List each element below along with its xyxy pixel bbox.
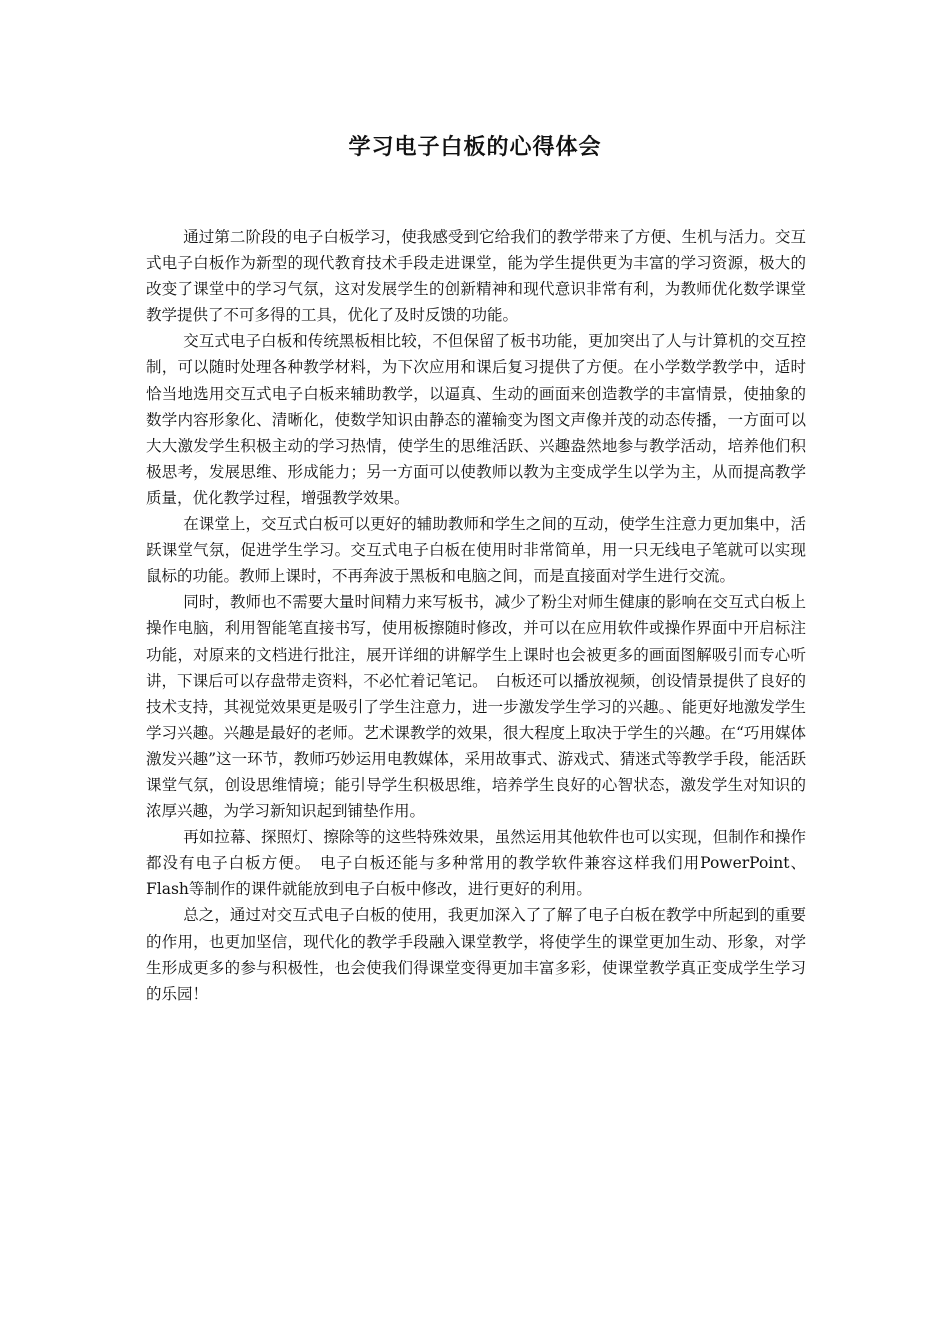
document-body [146,224,806,1007]
paragraph-6: 总之，通过对交互式电子白板的使用，我更加深入了了解了电子白板在教学中所起到的重要的作用，也更加坚信，现代化的教学手段融入课堂教学，将使学生的课堂更加生动、形象，对学生形成更多的参与积极性，也会使我们得课堂变得更加丰富多彩，使课堂教学真正变成学生学习的乐园！ [146,906,806,1003]
document-title: 学习电子白板的心得体会 [348,134,602,160]
paragraph-5: 再如拉幕、探照灯、擦除等的这些特殊效果，虽然运用其他软件也可以实现，但制作和操作都没有电子白板方便。 电子白板还能与多种常用的教学软件兼容这样我们用PowerPoint、Flash等制作的课件就能放到电子白板中修改，进行更好的利用。 [146,828,806,899]
paragraph-1: 通过第二阶段的电子白板学习，使我感受到它给我们的教学带来了方便、生机与活力。交互式电子白板作为新型的现代教育技术手段走进课堂，能为学生提供更为丰富的学习资源，极大的改变了课堂中的学习气氛，这对发展学生的创新精神和现代意识非常有利，为教师优化数学课堂教学提供了不可多得的工具，优化了及时反馈的功能。 [146,228,806,325]
paragraph-2: 交互式电子白板和传统黑板相比较，不但保留了板书功能，更加突出了人与计算机的交互控制，可以随时处理各种教学材料，为下次应用和课后复习提供了方便。在小学数学教学中，适时恰当地选用交互式电子白板来辅助教学，以逼真、生动的画面来创造教学的丰富情景，使抽象的数学内容形象化、清晰化，使数学知识由静态的灌输变为图文声像并茂的动态传播，一方面可以大大激发学生积极主动的学习热情，使学生的思维活跃、兴趣盎然地参与教学活动，培养他们积极思考，发展思维、形成能力；另一方面可以使教师以教为主变成学生以学为主，从而提高教学质量，优化教学过程，增强教学效果。 [146,332,806,507]
paragraph-4: 同时，教师也不需要大量时间精力来写板书，减少了粉尘对师生健康的影响在交互式白板上操作电脑，利用智能笔直接书写，使用板擦随时修改，并可以在应用软件或操作界面中开启标注功能，对原来的文档进行批注，展开详细的讲解学生上课时也会被更多的画面图解吸引而专心听讲，下课后可以存盘带走资料，不必忙着记笔记。 白板还可以播放视频，创设情景提供了良好的技术支持，其视觉效果更是吸引了学生注意力，进一步激发学生学习的兴趣。、能更好地激发学生学习兴趣。兴趣是最好的老师。艺术课教学的效果，很大程度上取决于学生的兴趣。在“巧用媒体激发兴趣”这一环节，教师巧妙运用电教媒体，采用故事式、游戏式、猜迷式等教学手段，能活跃课堂气氛，创设思维情境；能引导学生积极思维，培养学生良好的心智状态，激发学生对知识的浓厚兴趣，为学习新知识起到铺垫作用。 [146,593,806,821]
paragraph-3: 在课堂上，交互式白板可以更好的辅助教师和学生之间的互动，使学生注意力更加集中，活跃课堂气氛，促进学生学习。交互式电子白板在使用时非常简单，用一只无线电子笔就可以实现鼠标的功能。教师上课时，不再奔波于黑板和电脑之间，而是直接面对学生进行交流。 [146,515,806,586]
